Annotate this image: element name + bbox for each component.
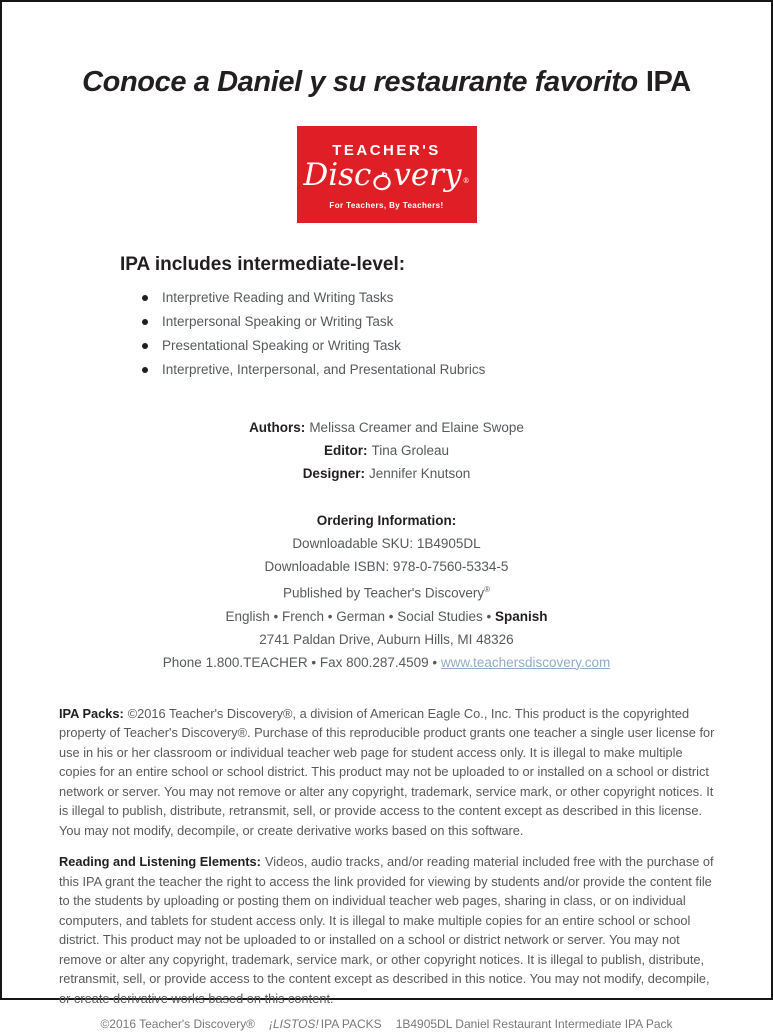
footer-product: 1B4905DL Daniel Restaurant Intermediate IPA Pack xyxy=(395,1017,673,1031)
apple-doodle-icon xyxy=(372,164,392,198)
credits-block xyxy=(2,416,771,485)
teachers-discovery-logo xyxy=(297,126,477,223)
bullet-icon xyxy=(142,343,148,349)
ipa-packs-paragraph: IPA Packs: ©2016 Teacher's Discovery®, a division of American Eagle Co., Inc. This product is the copyrighted property of Teacher's Discovery®. Purchase of this reproducible product grants one teacher a single user license for use in his or her classroom or individual teacher web page for student access only. It is illegal to make multiple copies for an entire school or school district. This product may not be uploaded to or installed on a school or district network or server. You may not remove or alter any copyright, trademark, service mark, or other copyright notices. It is illegal to publish, distribute, retransmit, sell, or provide access to the content except as described in this license. You may not modify, decompile, or create derivative works based on this software. xyxy=(59,705,715,838)
ordering-heading: Ordering Information: xyxy=(316,513,457,528)
list-item xyxy=(120,291,771,304)
editor-line xyxy=(2,439,771,462)
publisher-line: Published by Teacher's Discovery® xyxy=(282,585,491,601)
list-item xyxy=(120,339,771,352)
footer-series-rest: IPA PACKS xyxy=(320,1017,382,1031)
page-footer xyxy=(2,1017,771,1032)
includes-heading: IPA includes intermediate-level: xyxy=(120,254,406,275)
reading-listening-label: Reading and Listening Elements: xyxy=(59,854,261,869)
page-title xyxy=(2,64,771,100)
registered-mark: ® xyxy=(462,177,470,185)
logo-tagline: For Teachers, By Teachers! xyxy=(329,201,444,210)
bullet-icon xyxy=(142,295,148,301)
authors-value: Melissa Creamer and Elaine Swope xyxy=(309,420,524,435)
list-item-label: Presentational Speaking or Writing Task xyxy=(162,338,401,353)
ipa-packs-label: IPA Packs: xyxy=(59,705,124,721)
legal-section xyxy=(59,704,715,1009)
bullet-icon xyxy=(142,367,148,373)
logo-teachers-text: TEACHER'S xyxy=(332,142,441,159)
website-link[interactable]: www.teachersdiscovery.com xyxy=(440,654,611,670)
isbn-line: Downloadable ISBN: 978-0-7560-5334-5 xyxy=(264,559,509,574)
list-item xyxy=(120,363,771,376)
includes-list xyxy=(120,291,771,376)
bullet-icon xyxy=(142,319,148,325)
page-title-ipa: IPA xyxy=(645,66,691,98)
designer-line xyxy=(2,462,771,485)
address-line: 2741 Paldan Drive, Auburn Hills, MI 48326 xyxy=(259,631,514,647)
includes-section xyxy=(120,253,771,376)
list-item xyxy=(120,315,771,328)
reading-listening-paragraph: Reading and Listening Elements: Videos, audio tracks, and/or reading material included free with the purchase of this IPA grant the teacher the right to access the link provided for viewing by students and/or provide the content file to the students by uploading or posting them on individual teacher web pages, sharing in class, or on individual computers, and tablets for student access only. It is illegal to make multiple copies for an entire school or school district. This product may not be uploaded to or installed on a school or district network or server. You may not remove or alter any copyright, trademark, service mark, or other copyright notices. It is illegal to publish, distribute, retransmit, sell, or provide access to the content except as described in this notice. You may not modify, decompile, or create derivative works based on this content. xyxy=(59,854,714,1006)
languages-line: English • French • German • Social Studies • Spanish xyxy=(225,608,548,624)
page-title-spanish: Conoce a Daniel y su restaurante favorito xyxy=(82,66,638,98)
sku-line: Downloadable SKU: 1B4905DL xyxy=(292,536,481,551)
editor-label: Editor: xyxy=(323,443,368,458)
editor-value: Tina Groleau xyxy=(371,443,450,458)
footer-copyright: ©2016 Teacher's Discovery® xyxy=(100,1017,255,1031)
ordering-block xyxy=(2,509,771,674)
languages-spanish: Spanish xyxy=(495,608,548,624)
authors-line xyxy=(2,416,771,439)
footer-series-name: ¡LISTOS! xyxy=(268,1017,319,1031)
list-item-label: Interpretive, Interpersonal, and Presentational Rubrics xyxy=(162,362,486,377)
list-item-label: Interpretive Reading and Writing Tasks xyxy=(162,290,394,305)
logo-discovery-text: Disc very ® xyxy=(303,158,469,198)
designer-value: Jennifer Knutson xyxy=(368,466,471,481)
list-item-label: Interpersonal Speaking or Writing Task xyxy=(162,314,394,329)
contact-line: Phone 1.800.TEACHER • Fax 800.287.4509 • www.teachersdiscovery.com xyxy=(162,654,611,670)
registered-mark: ® xyxy=(484,585,491,594)
authors-label: Authors: xyxy=(249,420,306,435)
designer-label: Designer: xyxy=(302,466,365,481)
